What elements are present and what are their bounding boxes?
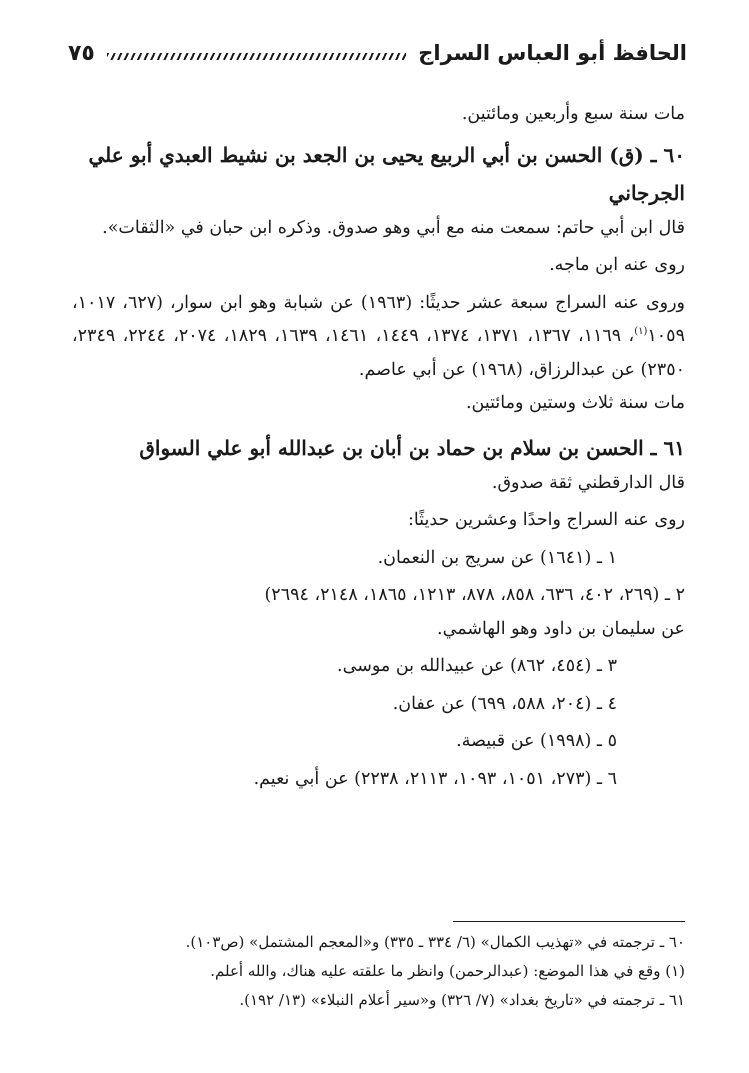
- footnote-marker-1: (١): [634, 326, 648, 338]
- list-item-6: ٦ ـ (٢٧٣، ١٠٥١، ١٠٩٣، ٢١١٣، ٢٢٣٨) عن أبي نعيم.: [253, 768, 617, 789]
- footnotes: [72, 928, 685, 1015]
- header-rule: [107, 53, 406, 60]
- list-item-2: ٢ ـ (٢٦٩، ٤٠٢، ٦٣٦، ٨٥٨، ٨٧٨، ١٢١٣، ١٨٦٥، ٢١٤٨، ٢٦٩٤): [264, 585, 685, 605]
- list-item-3: ٣ ـ (٤٥٤، ٨٦٢) عن عبيدالله بن موسى.: [337, 656, 617, 676]
- page-body: [72, 98, 685, 796]
- paragraph-death-previous: مات سنة سبع وأربعين ومائتين.: [461, 104, 685, 124]
- list-item-1: ١ ـ (١٦٤١) عن سريج بن النعمان.: [377, 547, 617, 568]
- footnote-60: ٦٠ ـ ترجمته في «تهذيب الكمال» (٦/ ٣٣٤ ـ ٣٣٥) و«المعجم المشتمل» (ص١٠٣).: [185, 933, 685, 951]
- footnote-1: (١) وقع في هذا الموضع: (عبدالرحمن) وانظر ما علقته عليه هناك، والله أعلم.: [210, 962, 685, 980]
- list-item-2-continued: عن سليمان بن داود وهو الهاشمي.: [437, 618, 685, 639]
- paragraph-ibn-majah: روى عنه ابن ماجه.: [549, 255, 685, 275]
- entry-heading-61: ٦١ ـ الحسن بن سلام بن حماد بن أبان بن عبدالله أبو علي السواق: [139, 435, 685, 460]
- paragraph-daraqutni: قال الدارقطني ثقة صدوق.: [491, 472, 685, 493]
- entry-heading-60: ٦٠ ـ (ق) الحسن بن أبي الربيع يحيى بن الجعد بن نشيط العبدي أبو علي الجرجاني: [88, 142, 685, 205]
- list-item-5: ٥ ـ (١٩٩٨) عن قبيصة.: [456, 731, 617, 751]
- footnote-separator: [453, 921, 685, 922]
- narrations-text-b: ، ١١٦٩، ١٣٦٧، ١٣٧١، ١٣٧٤، ١٤٤٩، ١٤٦١، ١٦٣٩، ١٨٢٩، ٢٠٧٤، ٢٢٤٤، ٢٣٤٩، ٢٣٥٠) عن عبدالرزاق، (١٩٦٨) عن أبي عاصم.: [72, 326, 685, 380]
- paragraph-narrations-61: روى عنه السراج واحدًا وعشرين حديثًا:: [407, 510, 685, 530]
- page-number: ٧٥: [68, 40, 95, 66]
- paragraph-ibn-abi-hatim: قال ابن أبي حاتم: سمعت منه مع أبي وهو صدوق. وذكره ابن حبان في «الثقات».: [102, 217, 685, 238]
- narrations-text-a: وروى عنه السراج سبعة عشر حديثًا: (١٩٦٣) عن شبابة وهو ابن سوار، (٦٢٧، ١٠١٧، ١٠٥٩: [72, 292, 685, 346]
- running-title: الحافظ أبو العباس السراج: [418, 41, 687, 65]
- paragraph-death-60: مات سنة ثلاث وستين ومائتين.: [465, 393, 685, 413]
- page-header: [68, 30, 687, 76]
- paragraph-narrations-60: [72, 287, 685, 388]
- list-item-4: ٤ ـ (٢٠٤، ٥٨٨، ٦٩٩) عن عفان.: [392, 693, 617, 714]
- footnote-61: ٦١ ـ ترجمته في «تاريخ بغداد» (٧/ ٣٢٦) و«سير أعلام النبلاء» (١٣/ ١٩٢).: [239, 991, 685, 1009]
